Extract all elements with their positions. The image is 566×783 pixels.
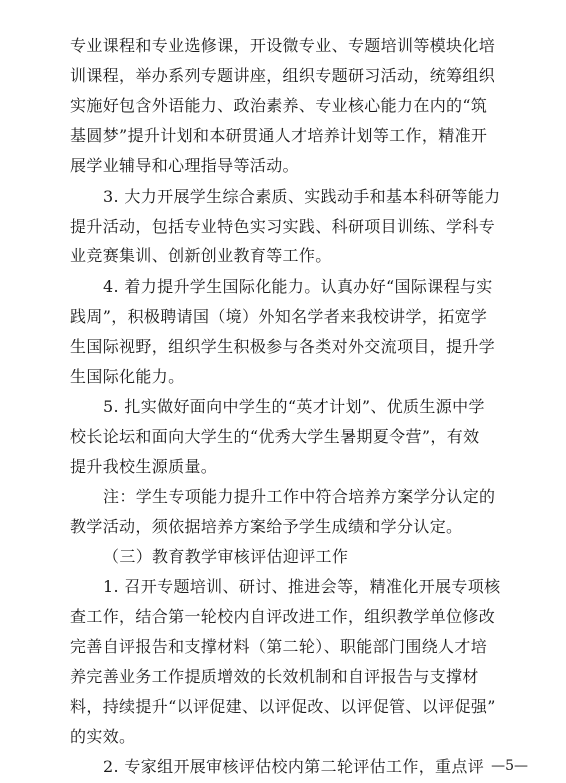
text-line: 专业课程和专业选修课，开设微专业、专题培训等模块化培 <box>70 36 496 55</box>
text-line: 基圆梦”提升计划和本研贯通人才培养计划等工作，精准开 <box>70 126 488 145</box>
page-number: —5— <box>491 758 528 774</box>
text-line: 1. 召开专题培训、研讨、推进会等，精准化开展专项核 <box>103 577 501 596</box>
text-line: 生国际化能力。 <box>70 367 185 386</box>
text-line: 校长论坛和面向大学生的“优秀大学生暑期夏令营”，有效 <box>70 427 480 446</box>
text-line: 训课程，举办系列专题讲座，组织专题研习活动，统筹组织 <box>70 66 496 85</box>
section-heading: （三）教育教学审核评估迎评工作 <box>103 547 349 566</box>
text-line: 展学业辅导和心理指导等活动。 <box>70 156 299 175</box>
text-line: 注：学生专项能力提升工作中符合培养方案学分认定的 <box>103 487 496 506</box>
text-line: 查工作，结合第一轮校内自评改进工作，组织教学单位修改 <box>70 607 496 626</box>
text-line: 提升我校生源质量。 <box>70 457 218 476</box>
text-line: 业竞赛集训、创新创业教育等工作。 <box>70 246 332 265</box>
text-line: 料，持续提升“以评促建、以评促改、以评促管、以评促强” <box>70 697 496 716</box>
text-line: 4. 着力提升学生国际化能力。认真办好“国际课程与实 <box>103 277 493 296</box>
text-line: 的实效。 <box>70 727 136 746</box>
text-line: 完善自评报告和支撑材料（第二轮）、职能部门围绕人才培 <box>70 637 488 656</box>
text-line: 生国际视野，组织学生积极参与各类对外交流项目，提升学 <box>70 337 496 356</box>
text-line: 养完善业务工作提质增效的长效机制和自评报告与支撑材 <box>70 667 479 686</box>
text-line: 3. 大力开展学生综合素质、实践动手和基本科研等能力 <box>103 187 501 206</box>
text-line: 5. 扎实做好面向中学生的“英才计划”、优质生源中学 <box>103 397 485 416</box>
text-line: 提升活动，包括专业特色实习实践、科研项目训练、学科专 <box>70 217 496 236</box>
text-line: 践周”，积极聘请国（境）外知名学者来我校讲学，拓宽学 <box>70 307 488 326</box>
text-line: 2. 专家组开展审核评估校内第二轮评估工作，重点评 <box>103 757 485 776</box>
text-line: 教学活动，须依据培养方案给予学生成绩和学分认定。 <box>70 517 463 536</box>
text-line: 实施好包含外语能力、政治素养、专业核心能力在内的“筑 <box>70 96 488 115</box>
